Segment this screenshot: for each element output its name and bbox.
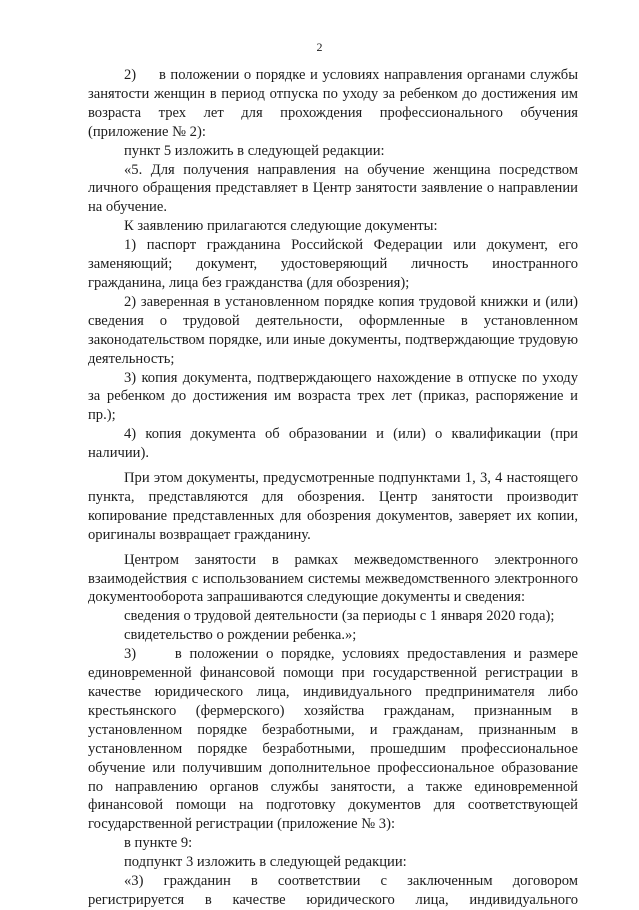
paragraph-birth-certificate: свидетельство о рождении ребенка.»; [124, 627, 357, 644]
paragraph-labor-info: сведения о трудовой деятельности (за периоды с 1 января 2020 года); [124, 608, 555, 625]
paragraph-document-1: 1) паспорт гражданина Российской Федерации или документ, его заменяющий; документ, удостоверяющий личность иностранного гражданина, лица без гражданства (для обозрения); [88, 237, 578, 291]
paragraph-subpoint-3-intro: подпункт 3 изложить в следующей редакции: [124, 854, 407, 871]
paragraph-document-4: 4) копия документа об образовании и (или) о квалификации (при наличии). [88, 426, 578, 462]
paragraph-point-9: в пункте 9: [124, 835, 193, 852]
page-number: 2 [316, 40, 323, 54]
paragraph-document-2: 2) заверенная в установленном порядке копия трудовой книжки и (или) сведения о трудовой деятельности, оформленные в установленном законодательством порядке, или иные документы, подтверждающие трудовую деятельность; [88, 293, 578, 367]
paragraph-document-3: 3) копия документа, подтверждающего нахождение в отпуске по уходу за ребенком до достижения им возраста трех лет (приказ, распоряжение и пр.); [88, 369, 578, 424]
document-body [88, 66, 578, 910]
paragraph-subpoint-3-text: «3) гражданин в соответствии с заключенным договором регистрируется в качестве юридического лица, индивидуального [88, 873, 578, 908]
paragraph-documents-intro: К заявлению прилагаются следующие документы: [124, 218, 438, 235]
paragraph-point-5-text: «5. Для получения направления на обучение женщина посредством личного обращения представляет в Центр занятости заявление о направлении на обучение. [88, 161, 578, 216]
paragraph-inspection: При этом документы, предусмотренные подпунктами 1, 3, 4 настоящего пункта, представляются для обозрения. Центр занятости производит копирование представленных для обозрения документов, заверяет их копии, оригиналы возвращает гражданину. [88, 470, 578, 543]
paragraph-point-5-intro: пункт 5 изложить в следующей редакции: [124, 142, 385, 159]
paragraph-interagency-request: Центром занятости в рамках межведомственного электронного взаимодействия с использованием системы межведомственного электронного документооборота запрашиваются следующие документы и сведения: [88, 551, 578, 606]
paragraph-item-2: 2) в положении о порядке и условиях направления органами службы занятости женщин в период отпуска по уходу за ребенком до достижения им возраста трех лет для прохождения профессионального обучения (приложение № 2): [88, 67, 578, 140]
paragraph-item-3: 3) в положении о порядке, условиях предоставления и размере единовременной финансовой помощи при государственной регистрации в качестве юридического лица, индивидуального предпринимателя либо крестьянского (фермерского) хозяйства гражданам, признанным в установленном порядке безработными, и гражданам, признанным в установленном порядке безработными, прошедшим профессиональное обучение или получившим дополнительное профессиональное образование по направлению органов службы занятости, а также единовременной финансовой помощи на подготовку документов для соответствующей государственной регистрации (приложение № 3): [88, 646, 578, 833]
